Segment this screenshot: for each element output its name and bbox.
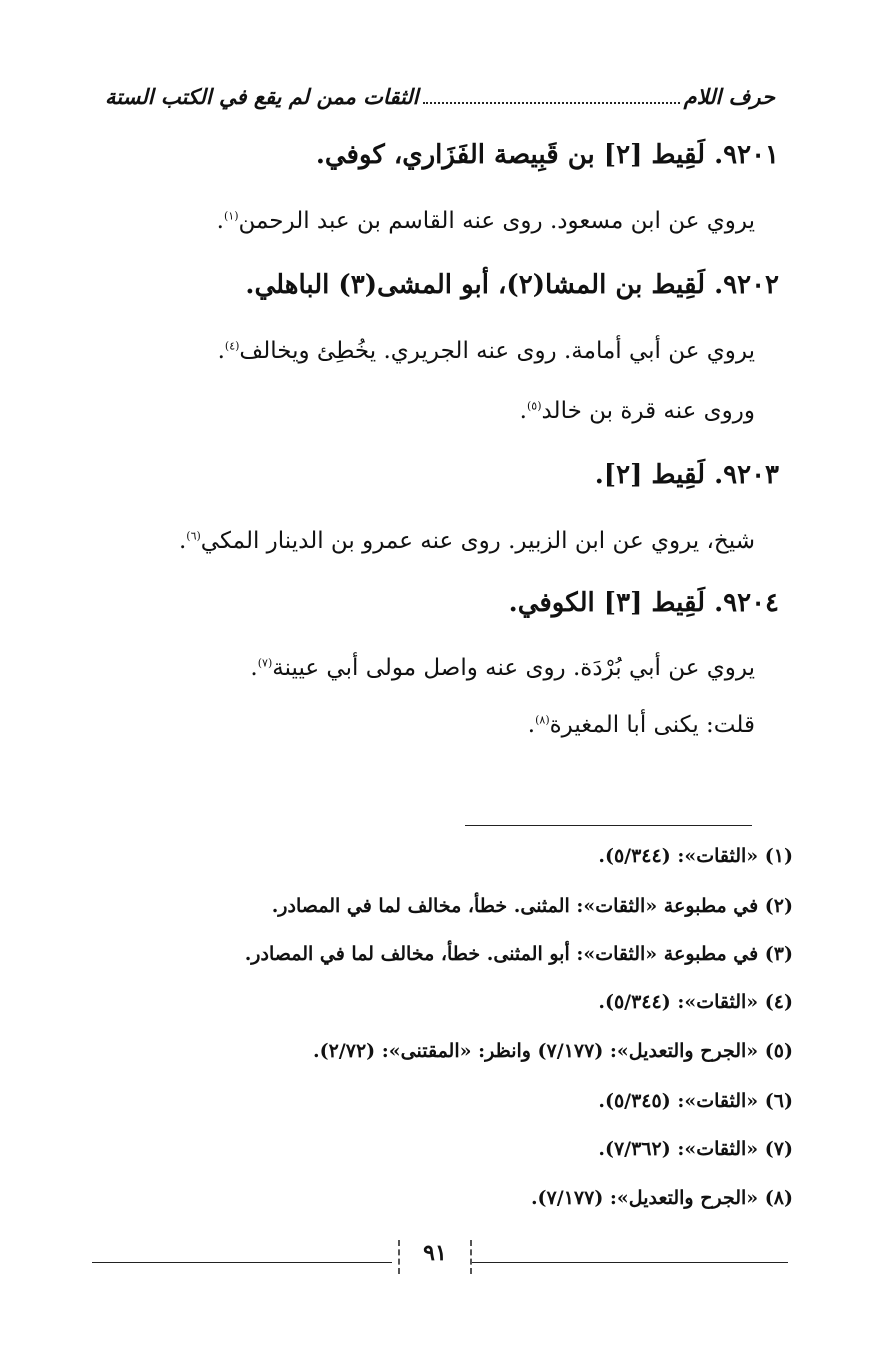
entry-9203-heading: ٩٢٠٣. لَقِيط [٢].	[594, 460, 779, 490]
footnote-6: (٦) «الثقات»: (٥/٣٤٥).	[598, 1090, 793, 1112]
entry-9202-text: يروي عن أبي أمامة. روى عنه الجريري. يخُطِئ ويخالف$^{(٤)}$.	[217, 338, 755, 364]
footer-rule-right	[470, 1262, 788, 1263]
footnote-ref: (٧)	[257, 656, 273, 670]
footnote-1: (١) «الثقات»: (٥/٣٤٤).	[598, 845, 793, 867]
footnote-3: (٣) في مطبوعة «الثقات»: أبو المثنى. خطأ، مخالف لما في المصادر.	[244, 943, 793, 965]
entry-9202-text-2: وروى عنه قرة بن خالد$^{(٥)}$.	[519, 398, 755, 424]
footnote-4: (٤) «الثقات»: (٥/٣٤٤).	[598, 991, 793, 1013]
entry-9204-text-2: قلت: يكنى أبا المغيرة$^{(٨)}$.	[527, 712, 755, 738]
footnote-ref: (١)	[223, 209, 239, 223]
header-chapter: حرف اللام	[683, 84, 775, 109]
footnote-7: (٧) «الثقات»: (٧/٣٦٢).	[598, 1138, 793, 1160]
page-number: ٩١	[398, 1240, 472, 1274]
entry-9204-heading: ٩٢٠٤. لَقِيط [٣] الكوفي.	[508, 588, 779, 618]
footer-rule-left	[92, 1262, 392, 1263]
footnote-ref: (٨)	[535, 713, 550, 727]
footnote-8: (٨) «الجرح والتعديل»: (٧/١٧٧).	[530, 1187, 793, 1209]
entry-9201-heading: ٩٢٠١. لَقِيط [٢] بن قَبِيصة الفَزَاري، كوفي.	[315, 140, 779, 170]
header-dots	[423, 102, 680, 104]
footnote-ref: (٥)	[526, 399, 542, 413]
running-header	[105, 84, 775, 110]
entry-9202-heading: ٩٢٠٢. لَقِيط بن المشا(٢)، أبو المشى(٣) الباهلي.	[245, 270, 779, 300]
footnote-2: (٢) في مطبوعة «الثقات»: المثنى. خطأ، مخالف لما في المصادر.	[271, 895, 793, 917]
entry-9204-text: يروي عن أبي بُرْدَة. روى عنه واصل مولى أبي عيينة$^{(٧)}$.	[250, 655, 755, 681]
footnote-ref: (٦)	[186, 529, 201, 543]
footnote-ref: (٤)	[224, 339, 240, 353]
footnote-separator	[465, 825, 752, 826]
entry-9203-text: شيخ، يروي عن ابن الزبير. روى عنه عمرو بن الدينار المكي$^{(٦)}$.	[178, 528, 755, 554]
entry-9201-text: يروي عن ابن مسعود. روى عنه القاسم بن عبد الرحمن$^{(١)}$.	[216, 208, 755, 234]
header-book-title: الثقات ممن لم يقع في الكتب الستة	[105, 84, 419, 109]
footnote-5: (٥) «الجرح والتعديل»: (٧/١٧٧) وانظر: «المقتنى»: (٢/٧٢).	[312, 1040, 793, 1062]
